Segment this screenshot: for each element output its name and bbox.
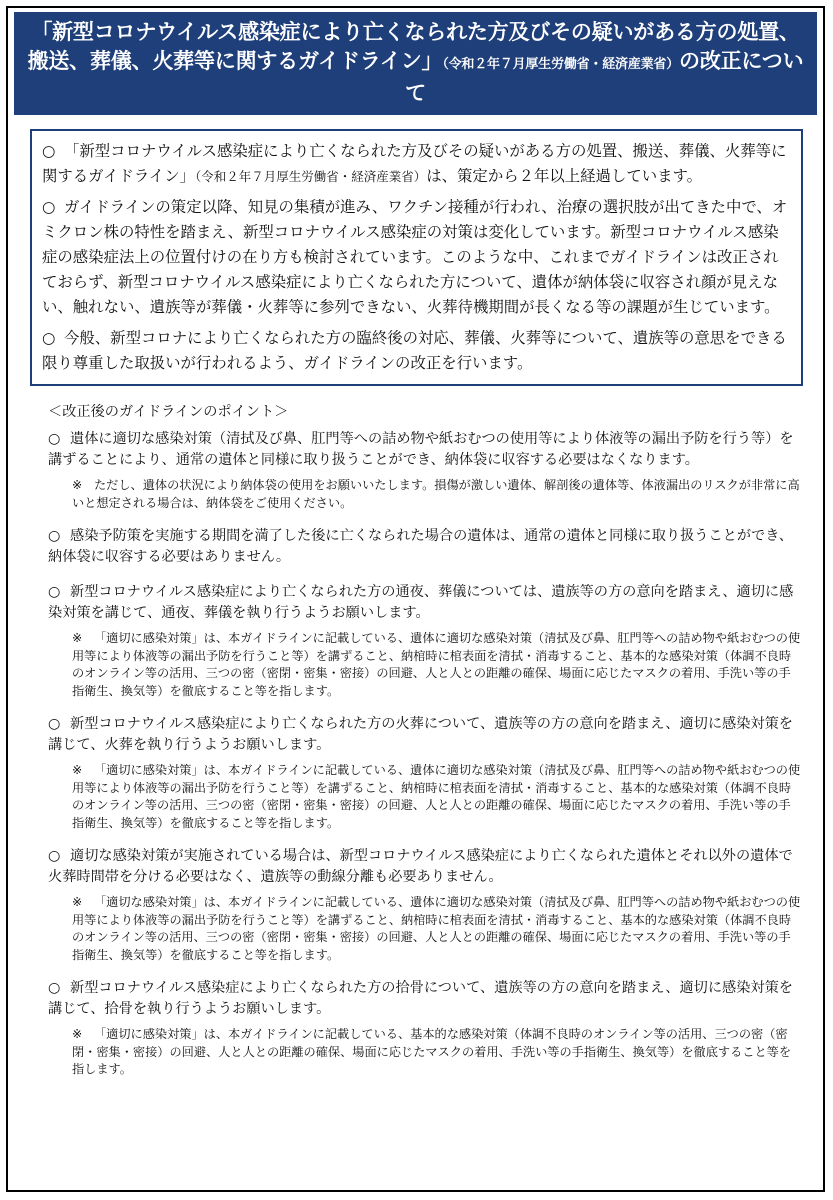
intro-p1-end: は、策定から２年以上経過しています。 (426, 167, 703, 185)
intro-paragraph (42, 195, 789, 320)
guideline-point (48, 714, 801, 832)
points-title: ＜改正後のガイドラインのポイント＞ (48, 404, 289, 420)
circle-bullet-icon: ○ (48, 431, 61, 447)
guideline-point (48, 582, 801, 700)
point-note (72, 894, 801, 964)
point-text-body: 新型コロナウイルス感染症により亡くなられた方の通夜、葬儀については、遺族等の方の意向を踏まえ、適切に感染対策を講じて、通夜、葬儀を執り行うようお願いします。 (48, 584, 794, 621)
title-end: の改正について (405, 49, 804, 105)
title-ministry: （令和２年７月厚生労働省・経済産業省） (442, 57, 680, 72)
point-text (48, 714, 801, 756)
point-text-body: 新型コロナウイルス感染症により亡くなられた方の拾骨について、遺族等の方の意向を踏まえ、適切に感染対策を講じて、拾骨を執り行うようお願いします。 (48, 980, 793, 1017)
point-text (48, 846, 801, 888)
circle-bullet-icon: ○ (42, 142, 56, 160)
intro-p1-ministry: （令和２年７月厚生労働省・経済産業省） (194, 169, 427, 184)
point-note-text: 「適切に感染対策」は、本ガイドラインに記載している、遺体に適切な感染対策（清拭及び鼻、肛門等への詰め物や紙おむつの使用等により体液等の漏出予防を行うこと等）を講ずること、納棺時に棺表面を清拭・消毒すること、基本的な感染対策（体調不良時のオンライン等の活用、三つの密（密閉・密集・密接）の回避、人と人との距離の確保、場面に応じたマスクの着用、手洗い等の手指衛生、換気等）を徹底すること等を指します。 (72, 763, 801, 830)
point-note-text: 「適切に感染対策」は、本ガイドラインに記載している、基本的な感染対策（体調不良時のオンライン等の活用、三つの密（密閉・密集・密接）の回避、人と人との距離の確保、場面に応じたマスクの着用、手洗い等の手指衛生、換気等）を徹底すること等を指します。 (72, 1027, 792, 1076)
note-mark-icon: ※ (72, 631, 83, 645)
intro-paragraph (42, 139, 789, 189)
circle-bullet-icon: ○ (48, 716, 61, 732)
guideline-point (48, 978, 801, 1079)
intro-p3-text: 今般、新型コロナにより亡くなられた方の臨終後の対応、葬儀、火葬等について、遺族等の意思をできる限り尊重した取扱いが行われるよう、ガイドラインの改正を行います。 (42, 329, 787, 372)
point-note (72, 1026, 801, 1079)
intro-box (30, 129, 803, 386)
circle-bullet-icon: ○ (48, 980, 61, 996)
title-main: 「新型コロナウイルス感染症により亡くなられた方及びその疑いがある方の処置、搬送、葬儀、火葬等に関するガイドライン」 (27, 20, 800, 73)
point-text (48, 978, 801, 1020)
circle-bullet-icon: ○ (48, 848, 61, 864)
point-text-body: 感染予防策を実施する期間を満了した後に亡くなられた場合の遺体は、通常の遺体と同様に取り扱うことができ、納体袋に収容する必要はありません。 (48, 528, 793, 565)
note-mark-icon: ※ (72, 1027, 83, 1041)
guideline-point (48, 846, 801, 964)
point-text (48, 582, 801, 624)
point-note (72, 762, 801, 832)
point-note (72, 477, 801, 512)
point-text (48, 429, 801, 471)
guideline-point (48, 429, 801, 512)
point-text (48, 526, 801, 568)
intro-p2-text: ガイドラインの策定以降、知見の集積が進み、ワクチン接種が行われ、治療の選択肢が出てきた中で、オミクロン株の特性を踏まえ、新型コロナウイルス感染症の対策は変化しています。新型コロナウイルス感染症の感染症法上の位置付けの在り方も検討されています。このような中、これまでガイドラインは改正されておらず、新型コロナウイルス感染症により亡くなられた方について、遺体が納体袋に収容され顔が見えない、触れない、遺族等が葬儀・火葬等に参列できない、火葬待機期間が長くなる等の課題が生じています。 (42, 198, 788, 316)
circle-bullet-icon: ○ (42, 329, 56, 347)
circle-bullet-icon: ○ (48, 584, 61, 600)
document-page (6, 6, 825, 1192)
point-note-text: 「適切に感染対策」は、本ガイドラインに記載している、遺体に適切な感染対策（清拭及び鼻、肛門等への詰め物や紙おむつの使用等により体液等の漏出予防を行うこと等）を講ずること、納棺時に棺表面を清拭・消毒すること、基本的な感染対策（体調不良時のオンライン等の活用、三つの密（密閉・密集・密接）の回避、人と人との距離の確保、場面に応じたマスクの着用、手洗い等の手指衛生、換気等）を徹底すること等を指します。 (72, 631, 801, 698)
point-text-body: 遺体に適切な感染対策（清拭及び鼻、肛門等への詰め物や紙おむつの使用等により体液等の漏出予防を行う等）を講ずることにより、通常の遺体と同様に取り扱うことができ、納体袋に収容する必要はなくなります。 (48, 431, 794, 468)
circle-bullet-icon: ○ (42, 198, 56, 216)
circle-bullet-icon: ○ (48, 528, 61, 544)
page-title (14, 12, 817, 115)
note-mark-icon: ※ (72, 763, 83, 777)
intro-paragraph (42, 326, 789, 376)
guideline-point (48, 526, 801, 568)
point-note (72, 630, 801, 700)
point-note-text: 「適切な感染対策」は、本ガイドラインに記載している、遺体に適切な感染対策（清拭及び鼻、肛門等への詰め物や紙おむつの使用等により体液等の漏出予防を行うこと等）を講ずること、納棺時に棺表面を清拭・消毒すること、基本的な感染対策（体調不良時のオンライン等の活用、三つの密（密閉・密集・密接）の回避、人と人との距離の確保、場面に応じたマスクの着用、手洗い等の手指衛生、換気等）を徹底すること等を指します。 (72, 895, 801, 962)
intro-p1-text: 「新型コロナウイルス感染症により亡くなられた方及びその疑いがある方の処置、搬送、葬儀、火葬等に関するガイドライン」 (42, 142, 787, 185)
note-mark-icon: ※ (72, 895, 83, 909)
note-mark-icon: ※ (72, 478, 83, 492)
points-list (48, 429, 801, 1079)
points-section (48, 402, 801, 1079)
point-note-text: ただし、遺体の状況により納体袋の使用をお願いいたします。損傷が激しい遺体、解剖後の遺体等、体液漏出のリスクが非常に高いと想定される場合は、納体袋をご使用ください。 (72, 478, 800, 510)
point-text-body: 新型コロナウイルス感染症により亡くなられた方の火葬について、遺族等の方の意向を踏まえ、適切に感染対策を講じて、火葬を執り行うようお願いします。 (48, 716, 793, 753)
point-text-body: 適切な感染対策が実施されている場合は、新型コロナウイルス感染症により亡くなられた遺体とそれ以外の遺体で火葬時間帯を分ける必要はなく、遺族等の動線分離も必要ありません。 (48, 848, 793, 885)
